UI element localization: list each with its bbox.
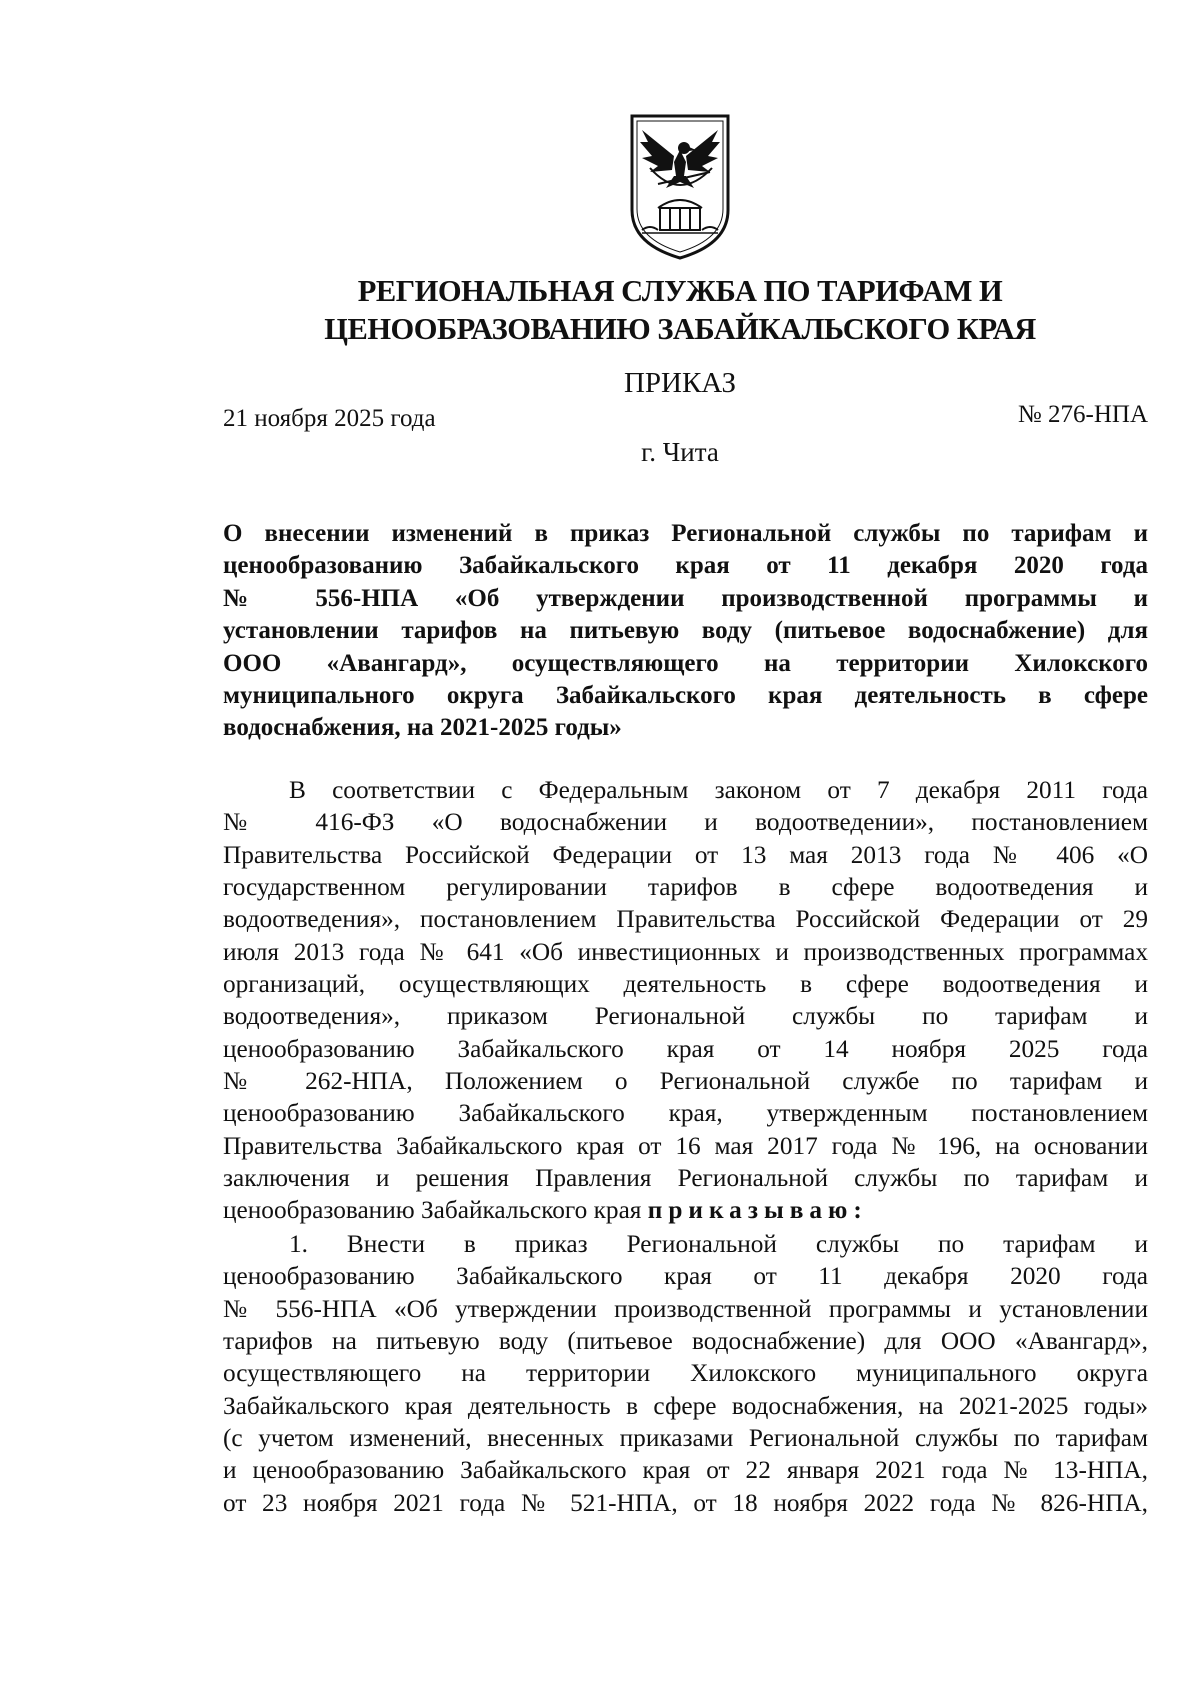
preamble-line: № 262-НПА, Положением о Региональной службе по тарифам и bbox=[223, 1067, 1148, 1096]
item-1-line: Забайкальского края деятельность в сфере водоснабжения, на 2021-2025 годы» bbox=[223, 1391, 1148, 1420]
preamble-last-text: ценообразованию Забайкальского края bbox=[223, 1196, 648, 1225]
item-1-line: и ценообразованию Забайкальского края от 22 января 2021 года № 13-НПА, bbox=[223, 1456, 1148, 1485]
item-1-line: 1. Внести в приказ Региональной службы по тарифам и bbox=[289, 1230, 1148, 1258]
document-number: № 276-НПА bbox=[1017, 401, 1148, 428]
item-1-line: (с учетом изменений, внесенных приказами Региональной службы по тарифам bbox=[223, 1424, 1148, 1453]
document-type: ПРИКАЗ bbox=[623, 367, 737, 399]
item-1-line: осуществляющего на территории Хилокского муниципального округа bbox=[223, 1359, 1148, 1388]
title-line: водоснабжения, на 2021-2025 годы» bbox=[223, 714, 622, 742]
item-1-line: тарифов на питьевую воду (питьевое водоснабжение) для ООО «Авангард», bbox=[223, 1327, 1148, 1356]
title-line: ООО «Авангард», осуществляющего на территории Хилокского bbox=[223, 649, 1148, 677]
document-title bbox=[223, 518, 1148, 745]
item-1-paragraph bbox=[223, 1228, 1148, 1519]
preamble-line: водоотведения», приказом Региональной службы по тарифам и bbox=[223, 1002, 1148, 1031]
preamble-line: государственном регулировании тарифов в сфере водоотведения и bbox=[223, 873, 1148, 902]
preamble-line: ценообразованию Забайкальского края от 14 ноября 2025 года bbox=[223, 1034, 1148, 1063]
title-line: О внесении изменений в приказ Региональной службы по тарифам и bbox=[223, 520, 1148, 547]
preamble-last-line bbox=[223, 1194, 1148, 1226]
preamble-line: В соответствии с Федеральным законом от 7 декабря 2011 года bbox=[289, 776, 1148, 804]
preamble-line: № 416-ФЗ «О водоснабжении и водоотведении», постановлением bbox=[223, 808, 1148, 837]
title-line: № 556-НПА «Об утверждении производственной программы и bbox=[223, 584, 1148, 612]
item-1-line: от 23 ноября 2021 года № 521-НПА, от 18 ноября 2022 года № 826-НПА, bbox=[223, 1488, 1148, 1517]
preamble-line: Правительства Российской Федерации от 13 мая 2013 года № 406 «О bbox=[223, 840, 1148, 869]
document-city: г. Чита bbox=[641, 437, 719, 467]
preamble-line: июля 2013 года № 641 «Об инвестиционных и производственных программах bbox=[223, 937, 1148, 966]
preamble-line: Правительства Забайкальского края от 16 мая 2017 года № 196, на основании bbox=[223, 1131, 1148, 1160]
title-line: ценообразованию Забайкальского края от 11 декабря 2020 года bbox=[223, 552, 1148, 580]
zabaykalsky-krai-coat-of-arms-icon bbox=[628, 112, 732, 262]
title-line: установлении тарифов на питьевую воду (питьевое водоснабжение) для bbox=[223, 617, 1148, 645]
document-date: 21 ноября 2025 года bbox=[223, 405, 436, 432]
agency-name-line-1: РЕГИОНАЛЬНАЯ СЛУЖБА ПО ТАРИФАМ И bbox=[357, 274, 1003, 308]
item-1-line: ценообразованию Забайкальского края от 11 декабря 2020 года bbox=[223, 1262, 1148, 1291]
order-word: приказываю: bbox=[647, 1196, 868, 1225]
preamble-paragraph bbox=[223, 774, 1148, 1227]
preamble-line: ценообразованию Забайкальского края, утвержденным постановлением bbox=[223, 1099, 1148, 1128]
title-line: муниципального округа Забайкальского края деятельность в сфере bbox=[223, 682, 1148, 710]
item-1-line: № 556-НПА «Об утверждении производственной программы и установлении bbox=[223, 1294, 1148, 1323]
agency-name-line-2: ЦЕНООБРАЗОВАНИЮ ЗАБАЙКАЛЬСКОГО КРАЯ bbox=[324, 312, 1036, 346]
preamble-line: заключения и решения Правления Региональной службы по тарифам и bbox=[223, 1164, 1148, 1193]
preamble-line: организаций, осуществляющих деятельность в сфере водоотведения и bbox=[223, 970, 1148, 999]
preamble-line: водоотведения», постановлением Правительства Российской Федерации от 29 bbox=[223, 905, 1148, 934]
